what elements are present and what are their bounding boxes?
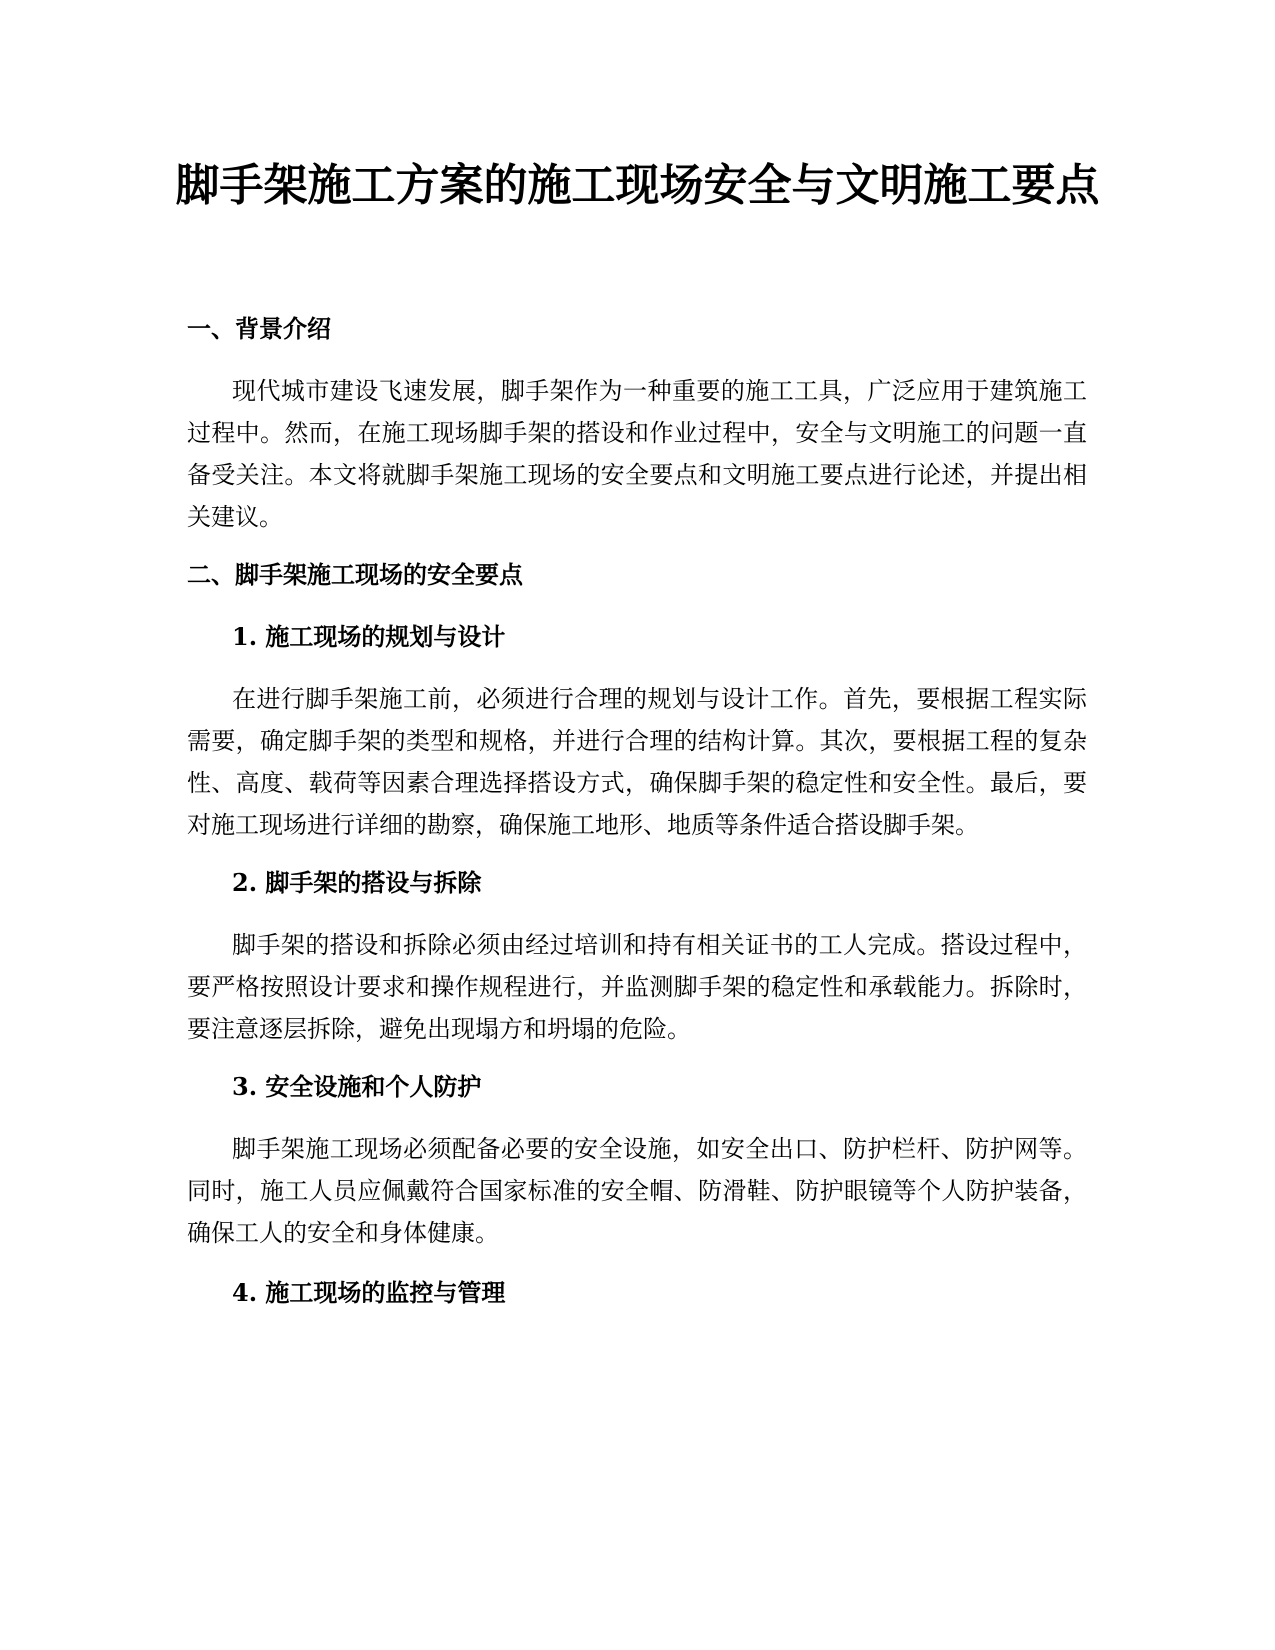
paragraph-erection: 脚手架的搭设和拆除必须由经过培训和持有相关证书的工人完成。搭设过程中，要严格按照设计要求和操作规程进行，并监测脚手架的稳定性和承载能力。拆除时，要注意逐层拆除，避免出现塌方和坍塌的危险。 xyxy=(187,931,1087,1043)
subheading-monitoring: 4. 施工现场的监控与管理 xyxy=(232,1278,506,1307)
subheading-erection: 2. 脚手架的搭设与拆除 xyxy=(232,868,482,897)
paragraph-background: 现代城市建设飞速发展，脚手架作为一种重要的施工工具，广泛应用于建筑施工过程中。然而，在施工现场脚手架的搭设和作业过程中，安全与文明施工的问题一直备受关注。本文将就脚手架施工现场的安全要点和文明施工要点进行论述，并提出相关建议。 xyxy=(187,377,1087,531)
paragraph-protection: 脚手架施工现场必须配备必要的安全设施，如安全出口、防护栏杆、防护网等。同时，施工人员应佩戴符合国家标准的安全帽、防滑鞋、防护眼镜等个人防护装备，确保工人的安全和身体健康。 xyxy=(187,1135,1087,1247)
section-heading-safety: 二、脚手架施工现场的安全要点 xyxy=(187,561,523,589)
document-title: 脚手架施工方案的施工现场安全与文明施工要点 xyxy=(175,160,1100,211)
section-heading-background: 一、背景介绍 xyxy=(187,315,331,343)
paragraph-planning: 在进行脚手架施工前，必须进行合理的规划与设计工作。首先，要根据工程实际需要，确定脚手架的类型和规格，并进行合理的结构计算。其次，要根据工程的复杂性、高度、载荷等因素合理选择搭设方式，确保脚手架的稳定性和安全性。最后，要对施工现场进行详细的勘察，确保施工地形、地质等条件适合搭设脚手架。 xyxy=(187,685,1087,839)
subheading-protection: 3. 安全设施和个人防护 xyxy=(232,1072,482,1101)
subheading-planning: 1. 施工现场的规划与设计 xyxy=(232,622,506,651)
